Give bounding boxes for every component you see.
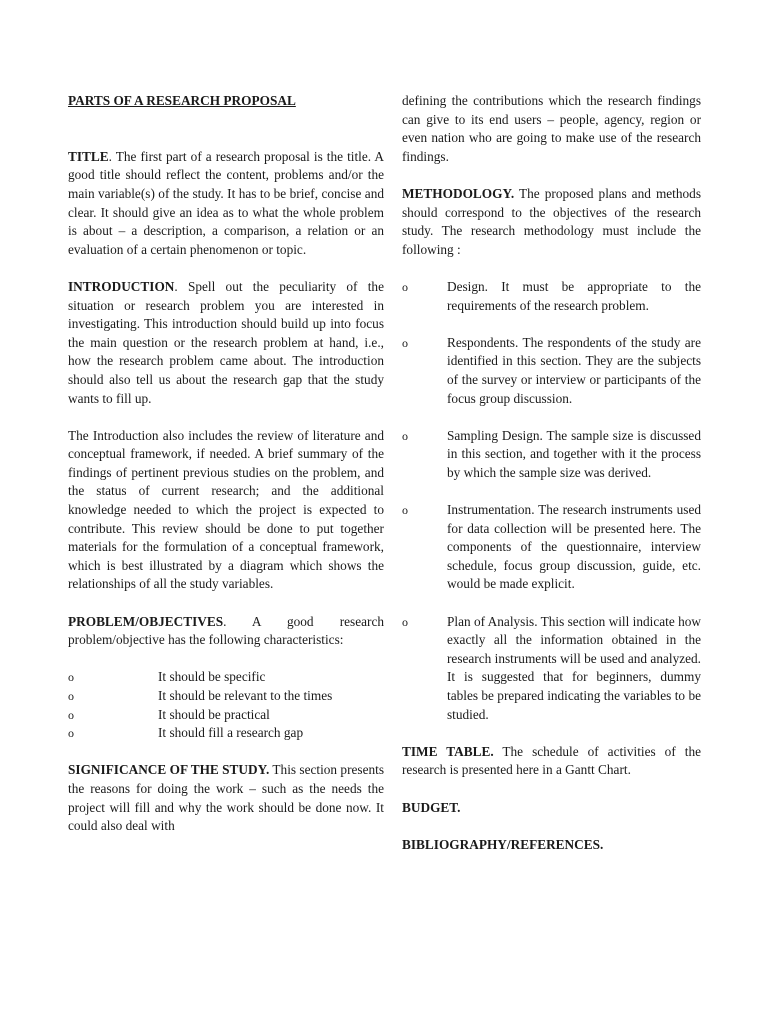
significance-heading: SIGNIFICANCE OF THE STUDY. [68, 762, 270, 778]
page-title: PARTS OF A RESEARCH PROPOSAL [68, 93, 296, 108]
timetable-text: The schedule of activities of the research is presented here in a Gantt Chart. [402, 743, 701, 778]
introduction-text: . Spell out the peculiarity of the situation or research problem you are interested in investigating. This introduction should build up into focus the main question or the research problem at hand, i.e., how the research problem came about. The introduction should also tell us about the research gap that the study wants to fill up. [68, 278, 384, 406]
problem-heading: PROBLEM/OBJECTIVES [68, 613, 224, 629]
bibliography-heading: BIBLIOGRAPHY/REFERENCES. [402, 836, 604, 852]
introduction-paragraph-2: The Introduction also includes the review of literature and conceptual framework, if needed. A brief summary of the findings of pertinent previous studies on the problem, and the status of current research; and the additional knowledge needed to which the project is expected to contribute. This review should be done to put together materials for the formulation of a conceptual framework, which is best illustrated by a diagram which shows the relationships of all the study variables. [68, 427, 384, 592]
bullet-icon: o [68, 726, 74, 741]
problem-characteristics-list [68, 668, 384, 742]
significance-continuation: defining the contributions which the research findings can give to its end users – people, agency, region or even nation who are going to make use of the research findings. [402, 93, 701, 164]
bullet-icon: o [402, 279, 408, 294]
bullet-icon: o [402, 428, 408, 443]
list-item: o It should be relevant to the times [68, 687, 384, 706]
bullet-icon: o [402, 335, 408, 350]
methodology-text: The proposed plans and methods should correspond to the objectives of the research study. The research methodology must include the following : [402, 185, 701, 257]
title-paragraph [68, 148, 384, 260]
budget-heading: BUDGET. [402, 799, 461, 815]
bullet-icon: o [68, 670, 74, 685]
list-item: o Design. It must be appropriate to the requirements of the research problem. [402, 278, 701, 313]
list-item: o Sampling Design. The sample size is discussed in this section, and together with it the process by which the sample size was derived. [402, 427, 701, 480]
bullet-icon: o [68, 707, 74, 722]
significance-paragraph [68, 761, 384, 835]
bullet-icon: o [402, 614, 408, 629]
list-item: o It should be practical [68, 706, 384, 725]
list-item: o It should be specific [68, 668, 384, 687]
timetable-heading: TIME TABLE. [402, 743, 494, 759]
list-item: o Instrumentation. The research instruments used for data collection will be presented here. The components of the questionnaire, interview schedule, focus group discussion, guide, etc. would be made explicit. [402, 502, 701, 592]
timetable-paragraph [402, 743, 701, 780]
problem-text: . A good research problem/objective has the following characteristics: [68, 613, 384, 648]
title-text: . The first part of a research proposal is the title. A good title should reflect the content, problems and/or the main variable(s) of the study. It has to be brief, concise and clear. It should give an idea as to what the whole problem is about – a description, a comparison, a relation or an evaluation of a certain phenomenon or topic. [68, 148, 384, 257]
right-column [402, 92, 701, 854]
introduction-paragraph [68, 278, 384, 408]
bullet-icon: o [402, 503, 408, 518]
methodology-heading: METHODOLOGY. [402, 185, 515, 201]
list-item: o Respondents. The respondents of the study are identified in this section. They are the subjects of the survey or interview or participants of the focus group discussion. [402, 334, 701, 406]
list-item: o It should fill a research gap [68, 724, 384, 743]
methodology-list [402, 278, 701, 724]
bullet-icon: o [68, 689, 74, 703]
methodology-paragraph [402, 185, 701, 259]
introduction-heading: INTRODUCTION [68, 278, 175, 294]
problem-paragraph [68, 613, 384, 650]
list-item: o Plan of Analysis. This section will indicate how exactly all the information obtained in the research instruments will be used and analyzed. It is suggested that for beginners, dummy tables be prepared indicating the variables to be studied. [402, 613, 701, 722]
significance-text: This section presents the reasons for doing the work – such as the needs the project will fill and why the work should be done now. It could also deal with [68, 762, 384, 834]
left-column [68, 92, 384, 836]
title-heading: TITLE [68, 148, 109, 164]
